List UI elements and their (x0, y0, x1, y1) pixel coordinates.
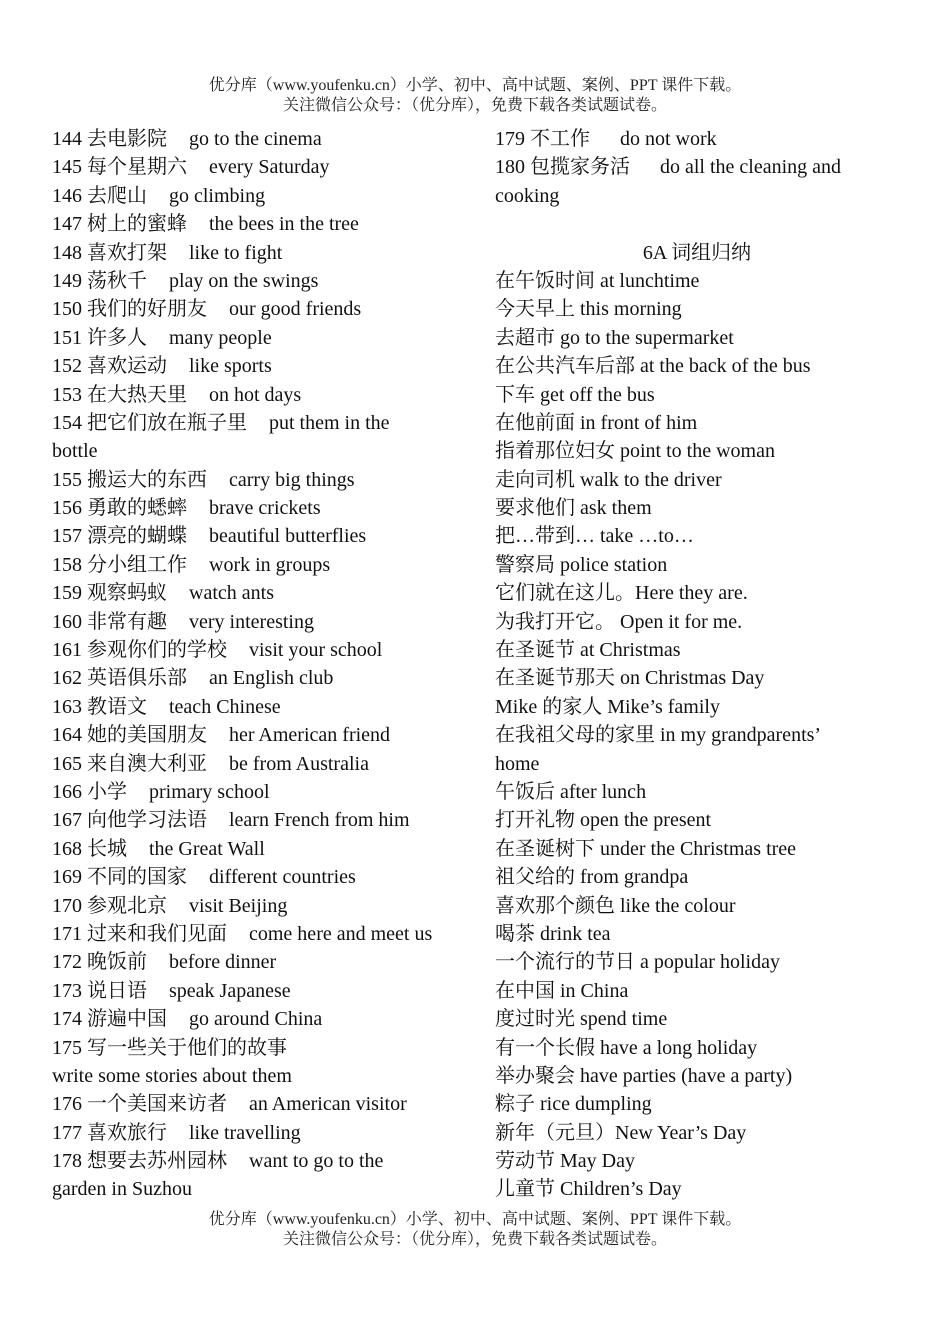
phrase-item: 走向司机 walk to the driver (495, 468, 722, 491)
phrase-chinese: 159 观察蚂蚁 (52, 582, 167, 605)
phrase-continuation: bottle (52, 440, 98, 463)
section-title: 6A 词组归纳 (642, 241, 752, 264)
phrase-english: come here and meet us (249, 922, 433, 945)
phrase-chinese: 176 一个美国来访者 (52, 1093, 227, 1116)
phrase-chinese: 153 在大热天里 (52, 383, 187, 406)
phrase-chinese: 168 长城 (52, 837, 127, 860)
phrase-english: go to the cinema (189, 128, 322, 150)
phrase-item: 在他前面 in front of him (495, 411, 698, 434)
phrase-english: very interesting (189, 610, 314, 633)
phrase-entry (495, 153, 899, 181)
phrase-chinese: 165 来自澳大利亚 (52, 752, 207, 775)
phrase-entry (52, 494, 456, 522)
phrase-entry (52, 551, 456, 579)
phrase-item: 喜欢那个颜色 like the colour (495, 894, 736, 917)
phrase-chinese: 149 荡秋千 (52, 269, 147, 292)
phrase-chinese: 161 参观你们的学校 (52, 639, 227, 662)
header-line-2: 关注微信公众号：（优分库），免费下载各类试题试卷。 (282, 97, 667, 114)
phrase-entry (52, 579, 456, 607)
phrase-item: 在圣诞树下 under the Christmas tree (495, 837, 797, 860)
phrase-chinese: 163 教语文 (52, 695, 147, 718)
phrase-entry (52, 182, 456, 210)
phrase-entry (52, 920, 456, 948)
phrase-entry (52, 267, 456, 295)
left-column (52, 125, 456, 1204)
phrase-entry (52, 750, 456, 778)
phrase-english: go climbing (169, 184, 266, 207)
phrase-item: 下车 get off the bus (495, 383, 655, 406)
phrase-item: 午饭后 after lunch (495, 780, 647, 803)
phrase-item: 在公共汽车后部 at the back of the bus (495, 355, 811, 378)
phrase-continuation: write some stories about them (52, 1064, 292, 1087)
phrase-english: many people (169, 326, 272, 349)
phrase-item: Mike 的家人 Mike’s family (495, 695, 720, 718)
phrase-chinese: 167 向他学习法语 (52, 809, 207, 832)
phrase-entry (52, 977, 456, 1005)
phrase-english: her American friend (229, 724, 391, 747)
phrase-english: do all the cleaning and (660, 156, 842, 179)
phrase-chinese: 179 不工作 (495, 128, 590, 150)
right-column (495, 125, 899, 1204)
phrase-entry (52, 409, 456, 437)
phrase-english: like sports (189, 355, 272, 378)
phrase-entry (52, 948, 456, 976)
phrase-entry (52, 239, 456, 267)
page-footer (0, 1210, 950, 1250)
phrase-entry (52, 153, 456, 181)
phrase-item: 新年（元旦）New Year’s Day (495, 1121, 747, 1144)
phrase-chinese: 177 喜欢旅行 (52, 1121, 167, 1144)
phrase-english: play on the swings (169, 269, 319, 292)
phrase-item: 度过时光 spend time (495, 1008, 668, 1031)
phrase-item: 在圣诞节 at Christmas (495, 639, 681, 662)
phrase-english: visit Beijing (189, 894, 288, 917)
phrase-entry (52, 466, 456, 494)
phrase-entry (52, 721, 456, 749)
phrase-continuation: cooking (495, 184, 560, 207)
phrase-item: 它们就在这儿。Here they are. (495, 582, 748, 605)
phrase-entry (52, 1005, 456, 1033)
phrase-chinese: 154 把它们放在瓶子里 (52, 411, 247, 434)
phrase-english: like travelling (189, 1121, 301, 1144)
phrase-chinese: 147 树上的蜜蜂 (52, 213, 187, 236)
phrase-entry (52, 1119, 456, 1147)
phrase-item: 在午饭时间 at lunchtime (495, 269, 700, 292)
phrase-english: the bees in the tree (209, 213, 359, 236)
footer-line-2: 关注微信公众号：（优分库），免费下载各类试题试卷。 (282, 1231, 667, 1248)
phrase-chinese: 144 去电影院 (52, 128, 167, 150)
phrase-entry (52, 295, 456, 323)
phrase-entry (52, 381, 456, 409)
phrase-item: 儿童节 Children’s Day (495, 1178, 682, 1201)
phrase-continuation: garden in Suzhou (52, 1178, 192, 1201)
phrase-chinese: 146 去爬山 (52, 184, 147, 207)
phrase-entry (52, 664, 456, 692)
phrase-english: speak Japanese (169, 979, 291, 1002)
phrase-chinese: 155 搬运大的东西 (52, 468, 207, 491)
phrase-item: 在中国 in China (495, 979, 629, 1002)
phrase-item: 指着那位妇女 point to the woman (495, 440, 775, 463)
phrase-english: brave crickets (209, 497, 321, 520)
phrase-item: home (495, 752, 540, 775)
phrase-item: 一个流行的节日 a popular holiday (495, 951, 780, 974)
phrase-english: put them in the (269, 411, 390, 434)
spacer (495, 210, 899, 238)
phrase-item: 警察局 police station (495, 553, 668, 576)
phrase-chinese: 178 想要去苏州园林 (52, 1150, 227, 1173)
phrase-chinese: 156 勇敢的蟋蟀 (52, 497, 187, 520)
phrase-chinese: 157 漂亮的蝴蝶 (52, 525, 187, 548)
phrase-english: want to go to the (249, 1150, 384, 1173)
phrase-item: 为我打开它。 Open it for me. (495, 610, 743, 633)
phrase-chinese: 169 不同的国家 (52, 866, 187, 889)
phrase-item: 有一个长假 have a long holiday (495, 1036, 758, 1059)
phrase-entry (52, 210, 456, 238)
phrase-english: the Great Wall (149, 837, 265, 860)
phrase-english: different countries (209, 866, 356, 889)
phrase-chinese: 166 小学 (52, 780, 127, 803)
page-header (0, 76, 950, 116)
phrase-item: 把…带到… take …to… (495, 525, 694, 548)
phrase-item: 在圣诞节那天 on Christmas Day (495, 667, 765, 690)
phrase-entry (495, 125, 899, 153)
phrase-english: learn French from him (229, 809, 410, 832)
phrase-entry (52, 693, 456, 721)
phrase-item: 在我祖父母的家里 in my grandparents’ (495, 724, 822, 747)
phrase-entry (52, 863, 456, 891)
phrase-english: primary school (149, 780, 270, 803)
phrase-chinese: 152 喜欢运动 (52, 355, 167, 378)
phrase-chinese: 170 参观北京 (52, 894, 167, 917)
phrase-entry (52, 522, 456, 550)
phrase-entry (52, 1090, 456, 1118)
phrase-chinese: 151 许多人 (52, 326, 147, 349)
phrase-chinese: 171 过来和我们见面 (52, 922, 227, 945)
phrase-item: 去超市 go to the supermarket (495, 326, 734, 349)
phrase-item: 喝茶 drink tea (495, 922, 611, 945)
phrase-english: every Saturday (209, 156, 330, 179)
phrase-chinese: 160 非常有趣 (52, 610, 167, 633)
phrase-entry (52, 324, 456, 352)
phrase-chinese: 164 她的美国朋友 (52, 724, 207, 747)
phrase-entry (52, 1034, 456, 1062)
phrase-english: teach Chinese (169, 695, 281, 718)
phrase-item: 劳动节 May Day (495, 1150, 635, 1173)
phrase-entry (52, 125, 456, 153)
phrase-chinese: 174 游遍中国 (52, 1008, 167, 1031)
phrase-entry (52, 806, 456, 834)
phrase-english: go around China (189, 1008, 323, 1031)
phrase-item: 要求他们 ask them (495, 497, 652, 520)
phrase-english: watch ants (189, 582, 274, 605)
phrase-entry (52, 778, 456, 806)
phrase-english: carry big things (229, 468, 355, 491)
phrase-english: like to fight (189, 241, 283, 264)
phrase-chinese: 145 每个星期六 (52, 156, 187, 179)
phrase-chinese: 180 包揽家务活 (495, 156, 630, 179)
phrase-item: 打开礼物 open the present (495, 809, 712, 832)
phrase-item: 祖父给的 from grandpa (495, 866, 689, 889)
phrase-item: 举办聚会 have parties (have a party) (495, 1064, 793, 1087)
phrase-entry (52, 835, 456, 863)
phrase-chinese: 162 英语俱乐部 (52, 667, 187, 690)
phrase-english: beautiful butterflies (209, 525, 367, 548)
phrase-english: an American visitor (249, 1093, 407, 1116)
phrase-entry (52, 352, 456, 380)
phrase-english: on hot days (209, 383, 302, 406)
phrase-english: before dinner (169, 951, 277, 974)
phrase-english: visit your school (249, 639, 383, 662)
phrase-chinese: 158 分小组工作 (52, 553, 187, 576)
phrase-item: 今天早上 this morning (495, 298, 682, 321)
phrase-item: 粽子 rice dumpling (495, 1093, 652, 1116)
phrase-chinese: 173 说日语 (52, 979, 147, 1002)
phrase-chinese: 175 写一些关于他们的故事 (52, 1036, 287, 1059)
phrase-entry (52, 1147, 456, 1175)
phrase-english: work in groups (209, 553, 331, 576)
phrase-entry (52, 636, 456, 664)
phrase-english: be from Australia (229, 752, 369, 775)
footer-line-1: 优分库（www.youfenku.cn）小学、初中、高中试题、案例、PPT 课件下载。 (208, 1211, 742, 1228)
phrase-english: our good friends (229, 298, 362, 321)
phrase-english: do not work (620, 128, 717, 150)
phrase-chinese: 172 晚饭前 (52, 951, 147, 974)
header-line-1: 优分库（www.youfenku.cn）小学、初中、高中试题、案例、PPT 课件下载。 (208, 77, 742, 94)
phrase-chinese: 148 喜欢打架 (52, 241, 167, 264)
phrase-entry (52, 892, 456, 920)
phrase-chinese: 150 我们的好朋友 (52, 298, 207, 321)
phrase-entry (52, 608, 456, 636)
phrase-english: an English club (209, 667, 334, 690)
